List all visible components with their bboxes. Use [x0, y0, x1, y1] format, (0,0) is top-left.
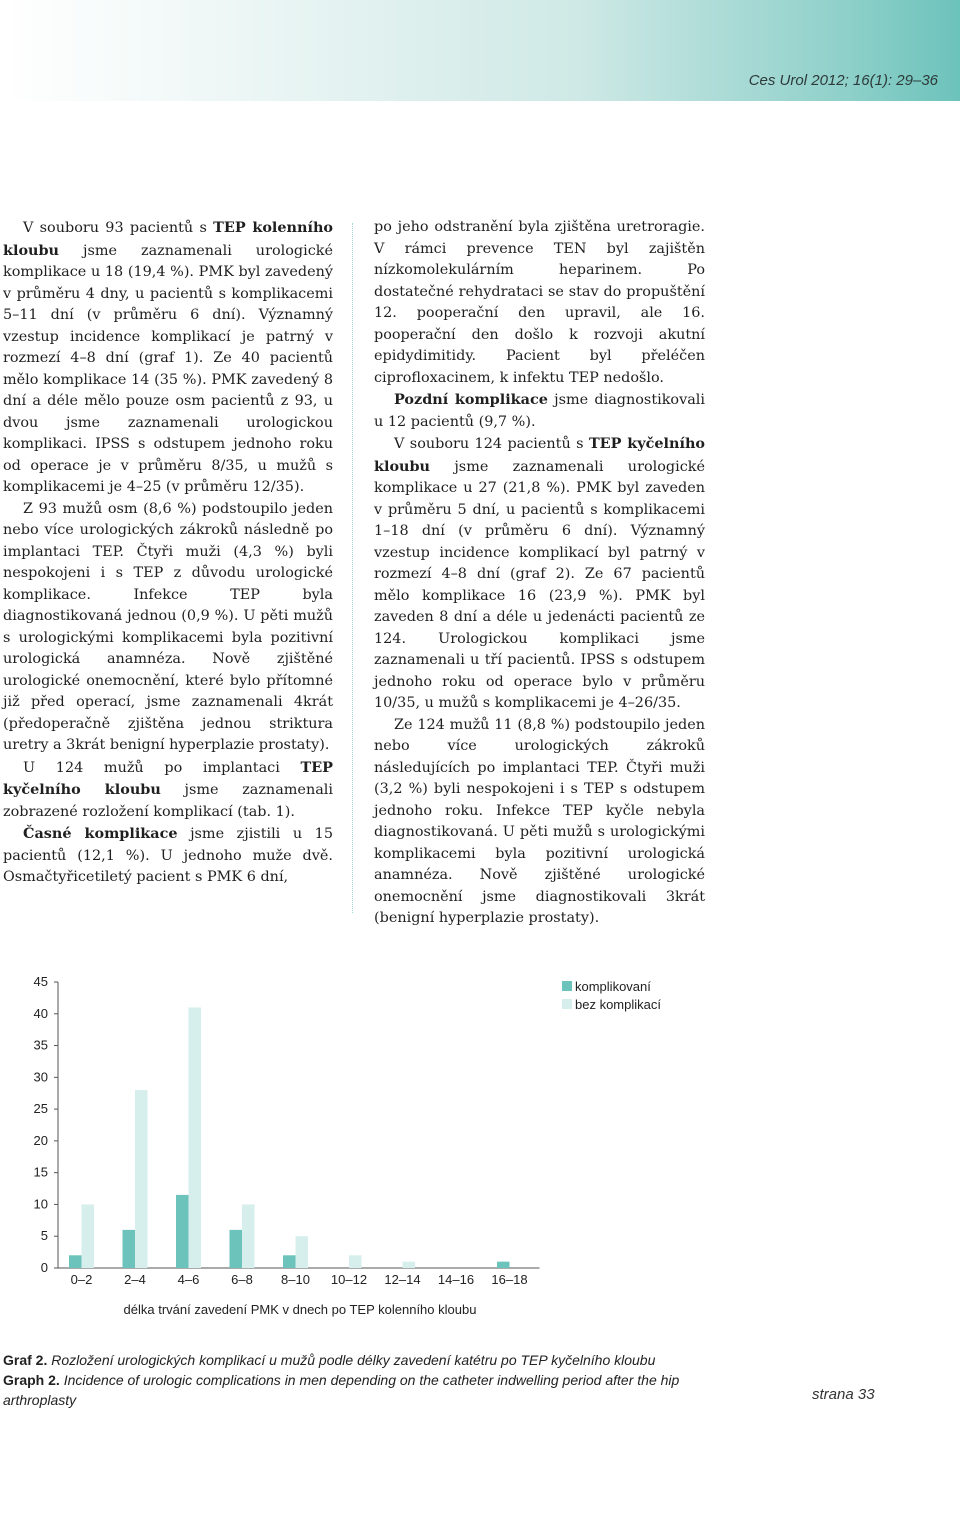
- y-tick-label: 15: [33, 1164, 48, 1180]
- x-tick-label: 14–16: [437, 1272, 475, 1287]
- x-tick-label: 10–12: [330, 1272, 368, 1287]
- bold-phrase: Pozdní komplikace: [394, 391, 548, 408]
- figure-caption: [3, 1350, 743, 1410]
- legend-swatch-complicated: [562, 981, 572, 991]
- legend-swatch-uncomplicated: [562, 999, 572, 1009]
- bar-uncomplicated: [135, 1090, 148, 1268]
- y-tick-label: 25: [33, 1101, 48, 1117]
- x-tick-label: 12–14: [384, 1272, 421, 1287]
- caption-czech: [3, 1350, 743, 1370]
- legend-item-complicated: [562, 977, 661, 995]
- x-tick-label: 6–8: [231, 1272, 253, 1287]
- page-number: strana 33: [812, 1386, 875, 1403]
- x-tick-label: 0–2: [70, 1272, 93, 1287]
- paragraph: [374, 715, 705, 930]
- paragraph: [374, 433, 705, 715]
- bold-phrase: Časné komplikace: [23, 825, 178, 842]
- y-tick-label: 30: [33, 1069, 48, 1085]
- text-run: jsme zjistili u 15 pacientů (12,1 %). U jednoho muže dvě. Osmačtyřicetiletý pacient s PMK 6 dní,: [3, 826, 333, 885]
- paragraph: [3, 823, 333, 889]
- text-run: U 124 mužů po implantaci: [23, 759, 301, 776]
- text-run: V souboru 93 pacientů s: [23, 220, 214, 236]
- x-axis-title: délka trvání zavedení PMK v dnech po TEP kolenního kloubu: [123, 1302, 477, 1317]
- bar-uncomplicated: [296, 1236, 309, 1268]
- y-tick-label: 45: [33, 974, 48, 989]
- column-divider: [352, 223, 353, 913]
- bar-complicated: [283, 1255, 296, 1268]
- text-run: jsme zaznamenali urologické komplikace u 27 (21,8 %). PMK byl zaveden v průměru 5 dní, u pacientů s komplikacemi 1–18 dní (v průměru 6 dní). Významný vzestup incidence komplikací byl patrný v rozmezí 4–8 dní (graf 2). Ze 67 pacientů mělo komplikace 16 (23,9 %). PMK byl zaveden 8 dní a déle u jedenácti pacientů ze 124. Urologickou komplikaci jsme zaznamenali u tří pacientů. IPSS s odstupem jednoho roku od operace bylo v průměru 10/35, u mužů s komplikacemi je 4–26/35.: [374, 458, 705, 711]
- x-tick-label: 8–10: [281, 1272, 310, 1287]
- paragraph: [374, 389, 705, 433]
- chart-legend: [562, 977, 661, 1013]
- text-run: po jeho odstranění byla zjištěna uretroragie. V rámci prevence TEN byl zajištěn nízkomolekulárním heparinem. Po dostatečné rehydrataci se stav do propuštění 12. pooperační den upravil, ale 16. pooperační den došlo k rozvoji akutní epidydimitidy. Pacient byl přeléčen ciprofloxacinem, k infektu TEP nedošlo.: [374, 219, 705, 386]
- header-band: [2, 0, 960, 101]
- bar-complicated: [123, 1230, 136, 1268]
- legend-label-complicated: komplikovaní: [575, 978, 651, 994]
- paragraph: [3, 499, 333, 757]
- right-text-column: [374, 217, 705, 930]
- paragraph: [3, 217, 333, 499]
- x-tick-label: 2–4: [124, 1272, 146, 1287]
- paragraph: [3, 757, 333, 824]
- bar-complicated: [230, 1230, 243, 1268]
- text-run: jsme zaznamenali urologické komplikace u 18 (19,4 %). PMK byl zavedený v průměru 4 dny, u pacientů s komplikacemi 5–11 dní (v průměru 6 dní). Významný vzestup incidence komplikací je patrný v rozmezí 4–8 dní (graf 1). Ze 40 pacientů mělo komplikace 14 (35 %). PMK zavedený 8 dní a déle mělo pouze osm pacientů z 93, u dvou jsme zaznamenali urologickou komplikaci. IPSS s odstupem jednoho roku od operace je v průměru 8/35, u mužů s komplikacemi je 4–25 (v průměru 12/35).: [3, 242, 333, 495]
- text-run: V souboru 124 pacientů s: [394, 436, 589, 452]
- bar-complicated: [176, 1195, 189, 1268]
- legend-item-uncomplicated: [562, 995, 661, 1013]
- y-tick-label: 10: [33, 1196, 48, 1212]
- bold-phrase: TEP kyčelního kloubu: [3, 758, 333, 798]
- caption-cz-text: Rozložení urologických komplikací u mužů podle délky zavedení katétru po TEP kyčelního kloubu: [51, 1352, 656, 1368]
- caption-en-text: Incidence of urologic complications in men depending on the catheter indwelling period after the hip arthroplasty: [3, 1372, 680, 1408]
- bar-chart: [0, 960, 960, 1300]
- caption-english: [3, 1370, 743, 1410]
- bar-uncomplicated: [189, 1007, 202, 1268]
- bar-uncomplicated: [82, 1204, 95, 1268]
- bar-complicated: [497, 1262, 510, 1268]
- y-tick-label: 40: [33, 1005, 48, 1021]
- bold-phrase: TEP kyčelního kloubu: [374, 435, 706, 475]
- bar-complicated: [69, 1255, 82, 1268]
- bar-uncomplicated: [242, 1204, 255, 1268]
- paragraph: [374, 217, 705, 389]
- y-tick-label: 20: [33, 1132, 48, 1148]
- x-tick-label: 4–6: [177, 1272, 200, 1287]
- text-run: jsme zaznamenali zobrazené rozložení komplikací (tab. 1).: [3, 782, 333, 820]
- legend-label-uncomplicated: bez komplikací: [575, 996, 661, 1012]
- bar-uncomplicated: [403, 1262, 416, 1268]
- caption-en-label: Graph 2.: [3, 1372, 60, 1388]
- bar-uncomplicated: [349, 1255, 362, 1268]
- x-tick-label: 16–18: [491, 1272, 528, 1287]
- text-run: Z 93 mužů osm (8,6 %) podstoupilo jeden nebo více urologických zákroků následně po implantaci TEP. Čtyři muži (4,3 %) byli nespokojeni i s TEP z důvodu urologické komplikace. Infekce TEP byla diagnostikovaná jednou (0,9 %). U pěti mužů s urologickými komplikacemi byla pozitivní urologická anamnéza. Nově zjištěné urologické onemocnění, které bylo přítomné již před operací, jsme zaznamenali 4krát (předoperačně zjištěna jednou striktura uretry a 3krát benigní hyperplazie prostaty).: [3, 500, 333, 753]
- text-run: jsme diagnostikovali u 12 pacientů (9,7 %).: [374, 392, 705, 430]
- text-run: Ze 124 mužů 11 (8,8 %) podstoupilo jeden nebo více urologických zákroků následujících po implantaci TEP. Čtyři muži (3,2 %) byli nespokojeni i s TEP s odstupem jednoho roku. Infekce TEP kyčle nebyla diagnostikovaná. U pěti mužů s urologickými komplikacemi byla pozitivní urologická anamnéza. Nově zjištěné urologické onemocnění jsme diagnostikovali 3krát (benigní hyperplazie prostaty).: [374, 716, 705, 926]
- y-tick-label: 5: [40, 1228, 48, 1244]
- bold-phrase: TEP kolenního kloubu: [3, 219, 334, 259]
- caption-cz-label: Graf 2.: [3, 1352, 48, 1368]
- left-text-column: [3, 217, 333, 889]
- y-tick-label: 35: [33, 1037, 48, 1053]
- y-tick-label: 0: [40, 1260, 48, 1275]
- journal-reference: Ces Urol 2012; 16(1): 29–36: [748, 72, 938, 89]
